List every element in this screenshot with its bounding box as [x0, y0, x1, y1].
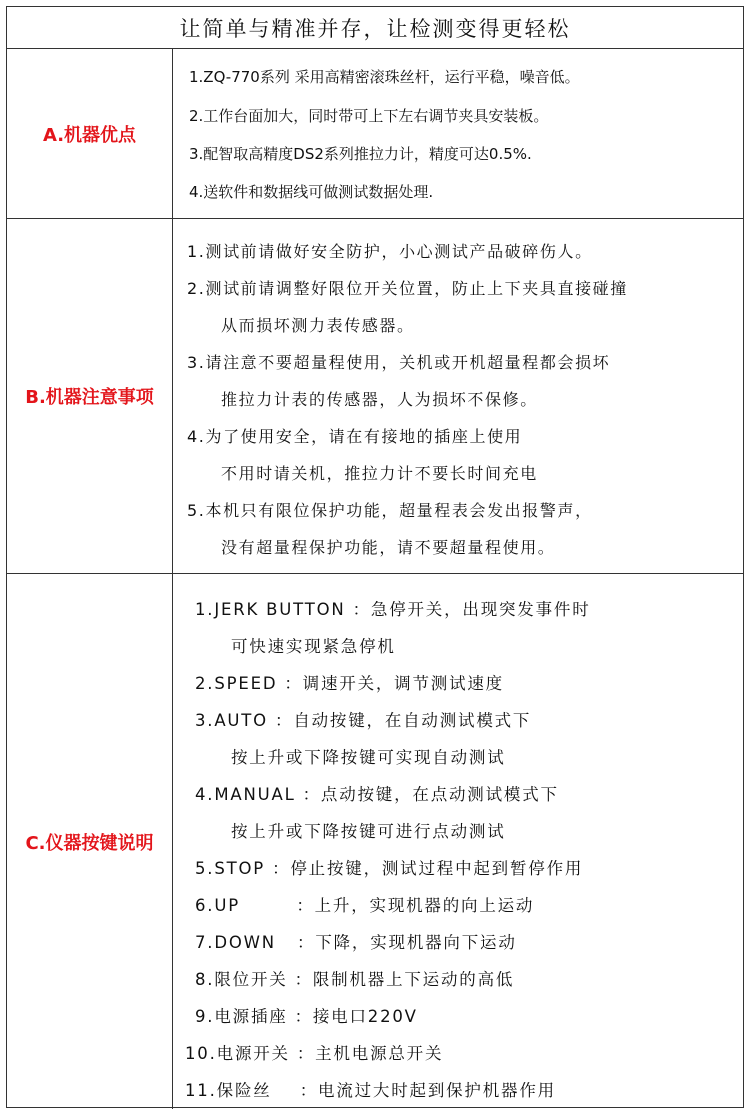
- precaution-line: 3.请注意不要超量程使用，关机或开机超量程都会损坏: [187, 353, 611, 372]
- section-label-button-guide: C.仪器按键说明: [7, 574, 173, 1109]
- section-content-advantages: [173, 49, 743, 218]
- button-guide-line: 5.STOP ：停止按键，测试过程中起到暂停作用: [195, 859, 584, 878]
- button-guide-line: 6.UP ：上升，实现机器的向上运动: [195, 896, 535, 915]
- precaution-line-continued: 不用时请关机，推拉力计不要长时间充电: [221, 464, 538, 483]
- precaution-line: 5.本机只有限位保护功能，超量程表会发出报警声，: [187, 501, 593, 520]
- advantage-line: 1.ZQ-770系列 采用高精密滚珠丝杆，运行平稳，噪音低。: [189, 68, 580, 86]
- button-guide-line: 2.SPEED ：调速开关，调节测试速度: [195, 674, 504, 693]
- button-guide-line: 9.电源插座 ：接电口220V: [195, 1007, 418, 1026]
- button-guide-line: 11.保险丝 ：电流过大时起到保护机器作用: [185, 1081, 556, 1100]
- button-guide-line-continued: 按上升或下降按键可进行点动测试: [231, 822, 506, 841]
- precaution-line: 1.测试前请做好安全防护，小心测试产品破碎伤人。: [187, 242, 593, 261]
- button-guide-line: 8.限位开关 ：限制机器上下运动的高低: [195, 970, 515, 989]
- advantage-line: 2.工作台面加大，同时带可上下左右调节夹具安装板。: [189, 107, 549, 125]
- button-guide-line-continued: 按上升或下降按键可实现自动测试: [231, 748, 506, 767]
- button-guide-line-continued: 可快速实现紧急停机: [231, 637, 396, 656]
- section-label-advantages: A.机器优点: [7, 49, 173, 218]
- section-advantages: [7, 49, 743, 219]
- advantage-line: 3.配智取高精度DS2系列推拉力计，精度可达0.5%.: [189, 145, 532, 163]
- button-guide-line: 3.AUTO ：自动按键，在自动测试模式下: [195, 711, 532, 730]
- spec-table: [6, 6, 744, 1108]
- button-guide-line: 1.JERK BUTTON ：急停开关，出现突发事件时: [195, 600, 591, 619]
- section-button-guide: [7, 574, 743, 1109]
- advantage-line: 4.送软件和数据线可做测试数据处理.: [189, 183, 434, 201]
- section-content-precautions: [173, 219, 743, 573]
- precaution-line-continued: 推拉力计表的传感器，人为损坏不保修。: [221, 390, 538, 409]
- precaution-line-continued: 从而损坏测力表传感器。: [221, 316, 415, 335]
- page-title: 让简单与精准并存，让检测变得更轻松: [7, 7, 743, 49]
- precaution-line-continued: 没有超量程保护功能，请不要超量程使用。: [221, 538, 556, 557]
- section-precautions: [7, 219, 743, 574]
- button-guide-line: 4.MANUAL ：点动按键，在点动测试模式下: [195, 785, 559, 804]
- precaution-line: 2.测试前请调整好限位开关位置，防止上下夹具直接碰撞: [187, 279, 628, 298]
- section-label-precautions: B.机器注意事项: [7, 219, 173, 573]
- button-guide-line: 7.DOWN ：下降，实现机器向下运动: [195, 933, 517, 952]
- precaution-line: 4.为了使用安全，请在有接地的插座上使用: [187, 427, 523, 446]
- button-guide-line: 10.电源开关 ：主机电源总开关: [185, 1044, 444, 1063]
- section-content-button-guide: [173, 574, 743, 1109]
